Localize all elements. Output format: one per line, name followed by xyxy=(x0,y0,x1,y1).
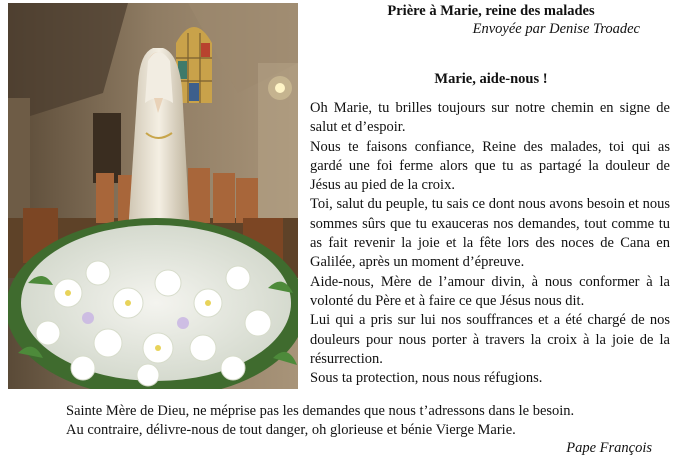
prayer-paragraph: Nous te faisons confiance, Reine des malades, toi qui as gardé une foi ferme alors que tu as partagé la douleur de Jésus au pied de la croix. xyxy=(310,138,670,194)
closing-line: Au contraire, délivre-nous de tout danger, oh glorieuse et bénie Vierge Marie. xyxy=(66,422,516,439)
prayer-closing xyxy=(66,402,686,441)
signature: Pape François xyxy=(566,440,652,456)
prayer-paragraph: Lui qui a pris sur lui nos souffrances et a été chargé de nos douleurs pour nous porter à travers la croix à la joie de la résurrection. xyxy=(310,312,670,367)
sender-line: Envoyée par Denise Troadec xyxy=(472,21,640,37)
prayer-subtitle: Marie, aide-nous ! xyxy=(434,71,548,87)
prayer-paragraph: Toi, salut du peuple, tu sais ce dont nous avons besoin et nous sommes sûrs que tu exauceras nos demandes, tout comme tu as fait revenir la joie et la fête lors des noces de Cana en Galilée, après un moment d’épreuve. xyxy=(310,196,670,271)
prayer-title: Prière à Marie, reine des malades xyxy=(387,3,595,19)
prayer-paragraph: Oh Marie, tu brilles toujours sur notre chemin en signe de salut et d’espoir. xyxy=(310,100,670,136)
madonna-statue-photo xyxy=(8,3,298,389)
prayer-paragraph: Aide-nous, Mère de l’amour divin, à nous conformer à la volonté du Père et à faire ce que Jésus nous dit. xyxy=(310,273,670,309)
prayer-paragraph: Sous ta protection, nous nous réfugions. xyxy=(310,370,543,387)
closing-line: Sainte Mère de Dieu, ne méprise pas les demandes que nous t’adressons dans le besoin. xyxy=(66,403,575,419)
prayer-body xyxy=(310,99,670,388)
